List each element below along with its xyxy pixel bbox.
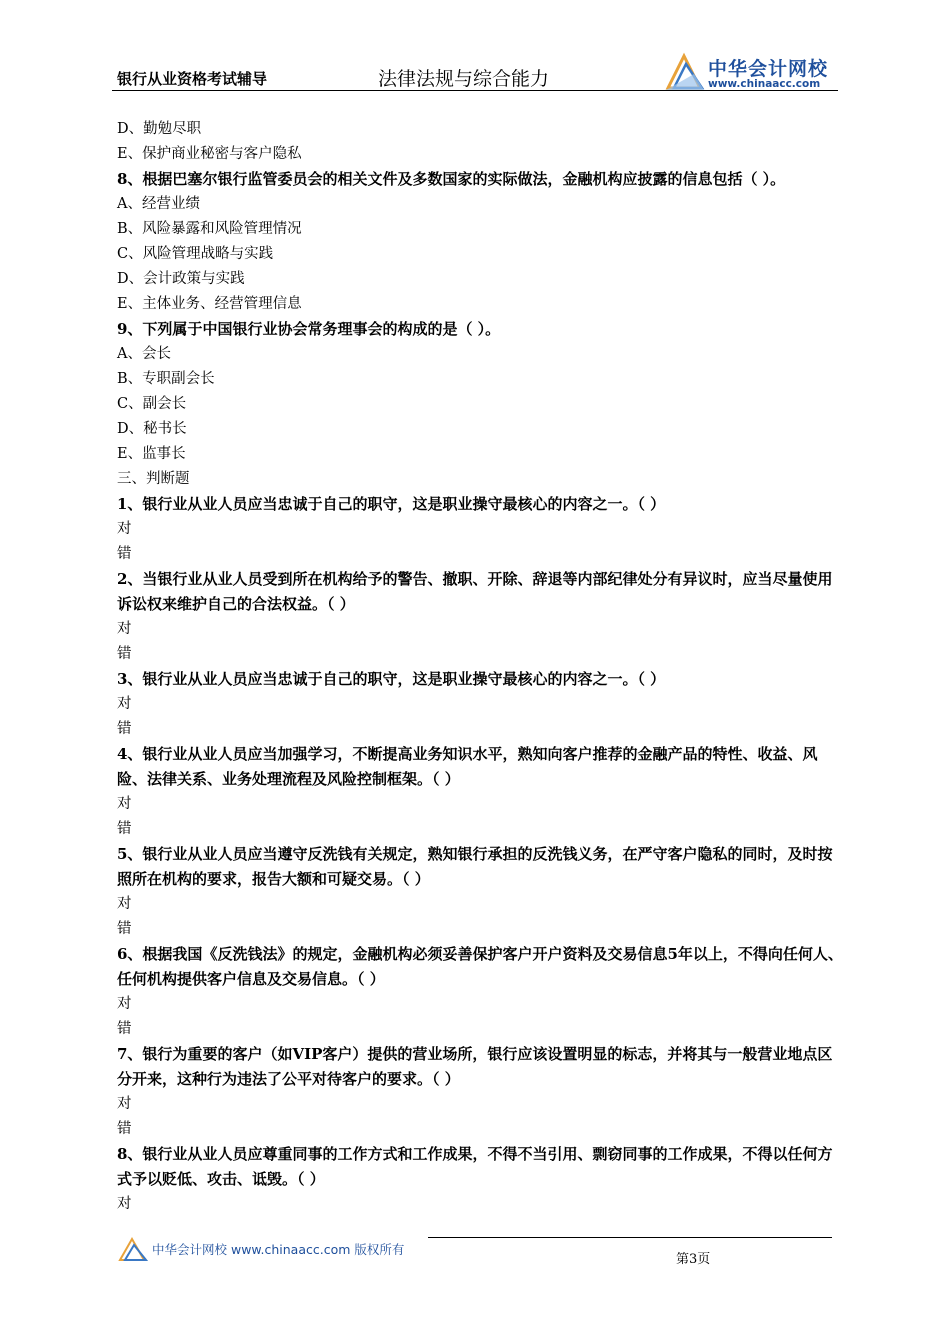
option-line: C、风险管理战略与实践 — [117, 246, 274, 262]
footer-divider — [428, 1237, 832, 1238]
answer-true: 对 — [117, 1096, 132, 1112]
answer-true: 对 — [117, 1196, 132, 1212]
footer-logo-icon — [118, 1236, 148, 1266]
option-line: C、副会长 — [117, 396, 187, 412]
question-line: 3、银行业从业人员应当忠诚于自己的职守，这是职业操守最核心的内容之一。（ ） — [117, 670, 666, 688]
option-line: D、秘书长 — [117, 421, 187, 437]
logo-name: 中华会计网校 — [708, 58, 829, 80]
footer-copyright: 中华会计网校 www.chinaacc.com 版权所有 — [152, 1242, 405, 1257]
page-number: 第3页 — [676, 1252, 711, 1267]
option-line: A、会长 — [117, 346, 171, 362]
answer-true: 对 — [117, 521, 132, 537]
answer-false: 错 — [117, 821, 132, 837]
header-divider — [112, 90, 838, 91]
option-line: E、保护商业秘密与客户隐私 — [117, 146, 302, 162]
option-line: B、风险暴露和风险管理情况 — [117, 221, 302, 237]
answer-false: 错 — [117, 921, 132, 937]
answer-false: 错 — [117, 721, 132, 737]
question-line: 8、银行业从业人员应尊重同事的工作方式和工作成果，不得不当引用、剽窃同事的工作成果，不得以任何方式予以贬低、攻击、诋毁。（ ） — [117, 1145, 833, 1188]
logo-url: www.chinaacc.com — [708, 78, 821, 90]
option-line: D、会计政策与实践 — [117, 271, 245, 287]
question-line: 2、当银行业从业人员受到所在机构给予的警告、撤职、开除、辞退等内部纪律处分有异议时，应当尽量使用诉讼权来维护自己的合法权益。（ ） — [117, 570, 833, 613]
option-line: D、勤勉尽职 — [117, 121, 202, 137]
question-line: 9、下列属于中国银行业协会常务理事会的构成的是（ ）。 — [117, 320, 501, 338]
question-line: 5、银行业从业人员应当遵守反洗钱有关规定，熟知银行承担的反洗钱义务，在严守客户隐私的同时，及时按照所在机构的要求，报告大额和可疑交易。（ ） — [117, 845, 833, 888]
page-content — [117, 117, 843, 1217]
question-line: 7、银行为重要的客户（如VIP客户）提供的营业场所，银行应该设置明显的标志，并将其与一般营业地点区分开来，这种行为违法了公平对待客户的要求。（ ） — [117, 1045, 833, 1088]
answer-false: 错 — [117, 1121, 132, 1137]
answer-true: 对 — [117, 696, 132, 712]
option-line: E、监事长 — [117, 446, 186, 462]
answer-true: 对 — [117, 796, 132, 812]
answer-false: 错 — [117, 546, 132, 562]
header-exam-title: 银行从业资格考试辅导 — [117, 70, 268, 88]
header-subject-title: 法律法规与综合能力 — [378, 68, 550, 90]
answer-true: 对 — [117, 896, 132, 912]
question-line: 8、根据巴塞尔银行监管委员会的相关文件及多数国家的实际做法，金融机构应披露的信息包括（ ）。 — [117, 170, 786, 188]
question-line: 4、银行业从业人员应当加强学习，不断提高业务知识水平，熟知向客户推荐的金融产品的特性、收益、风险、法律关系、业务处理流程及风险控制框架。（ ） — [117, 745, 818, 788]
section-heading: 三、判断题 — [117, 471, 190, 487]
option-line: A、经营业绩 — [117, 196, 200, 212]
answer-false: 错 — [117, 646, 132, 662]
option-line: E、主体业务、经营管理信息 — [117, 296, 302, 312]
answer-false: 错 — [117, 1021, 132, 1037]
question-line: 6、根据我国《反洗钱法》的规定，金融机构必须妥善保护客户开户资料及交易信息5年以上，不得向任何人、任何机构提供客户信息及交易信息。（ ） — [117, 945, 843, 988]
answer-true: 对 — [117, 621, 132, 637]
option-line: B、专职副会长 — [117, 371, 215, 387]
question-line: 1、银行业从业人员应当忠诚于自己的职守，这是职业操守最核心的内容之一。（ ） — [117, 495, 666, 513]
logo-triangle-icon — [664, 50, 706, 92]
answer-true: 对 — [117, 996, 132, 1012]
